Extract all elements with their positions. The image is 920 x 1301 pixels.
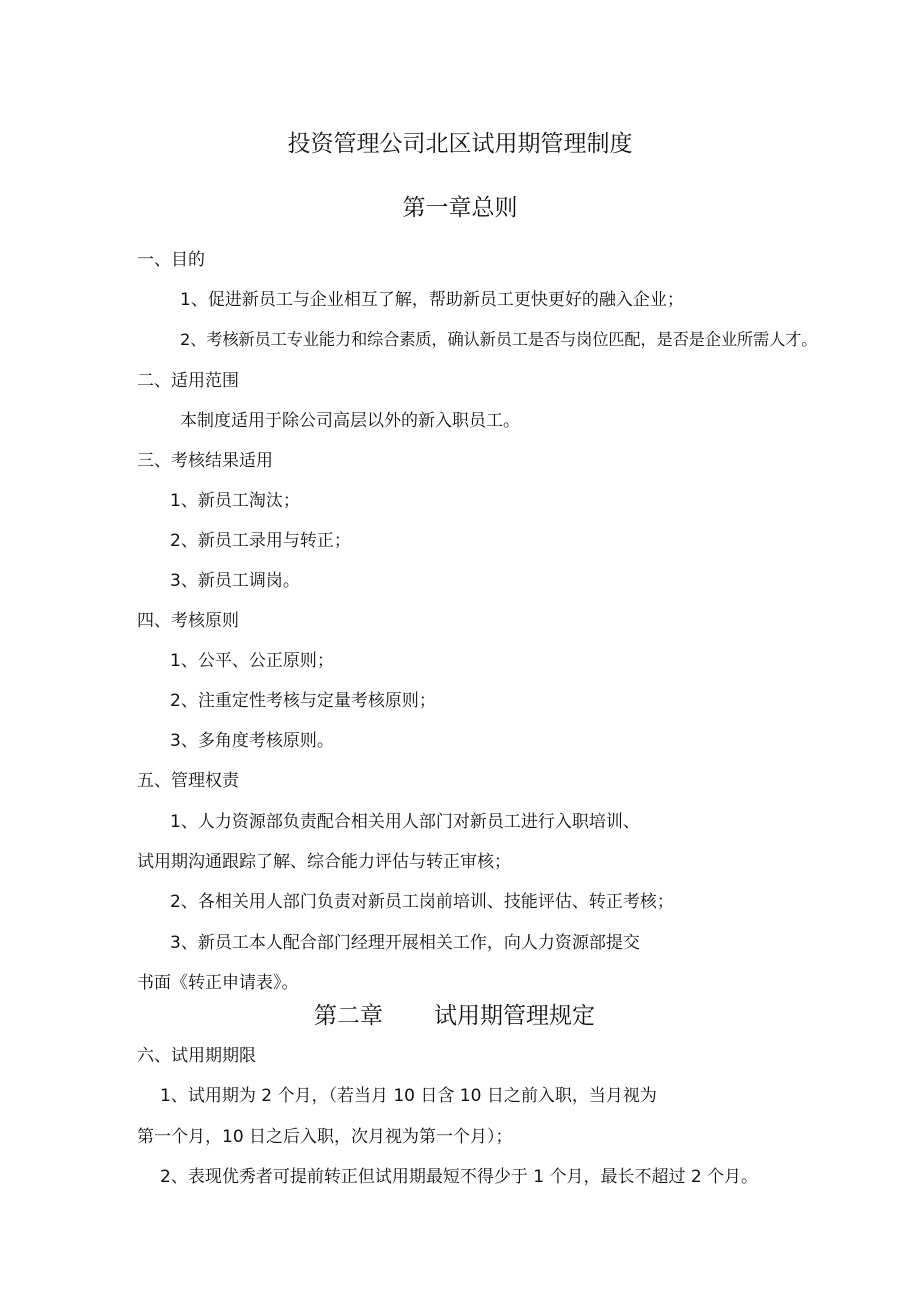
list-item: 3、新员工本人配合部门经理开展相关工作，向人力资源部提交 [170, 933, 640, 953]
section-heading: 三、考核结果适用 [137, 451, 273, 471]
section-heading: 一、目的 [137, 250, 205, 270]
list-item: 3、多角度考核原则。 [170, 731, 334, 751]
chapter-2-title: 试用期管理规定 [434, 1003, 595, 1029]
list-item: 1、试用期为 2 个月，（若当月 10 日含 10 日之前入职，当月视为 [160, 1086, 657, 1106]
paragraph-line: 本制度适用于除公司高层以外的新入职员工。 [180, 411, 520, 431]
paragraph-line: 1、促进新员工与企业相互了解，帮助新员工更快更好的融入企业； [180, 290, 684, 310]
list-item: 1、人力资源部负责配合相关用人部门对新员工进行入职培训、 [170, 812, 640, 832]
section-heading: 六、试用期期限 [137, 1046, 256, 1066]
paragraph-line: 第一个月，10 日之后入职，次月视为第一个月）； [137, 1127, 513, 1147]
list-item: 2、表现优秀者可提前转正但试用期最短不得少于 1 个月，最长不超过 2 个月。 [160, 1167, 759, 1187]
list-item: 1、新员工淘汰； [170, 491, 300, 511]
section-heading: 五、管理权责 [137, 771, 239, 791]
list-item: 3、新员工调岗。 [170, 571, 300, 591]
section-heading: 四、考核原则 [137, 611, 239, 631]
list-item: 1、公平、公正原则； [170, 651, 334, 671]
paragraph-line: 2、考核新员工专业能力和综合素质，确认新员工是否与岗位匹配，是否是企业所需人才。 [180, 330, 818, 349]
list-item: 2、注重定性考核与定量考核原则； [170, 691, 436, 711]
chapter-1-heading: 第一章总则 [402, 195, 518, 221]
list-item: 2、新员工录用与转正； [170, 531, 351, 551]
document-title: 投资管理公司北区试用期管理制度 [287, 131, 633, 157]
list-item: 2、各相关用人部门负责对新员工岗前培训、技能评估、转正考核； [170, 892, 674, 912]
section-heading: 二、适用范围 [137, 371, 239, 391]
paragraph-line: 试用期沟通跟踪了解、综合能力评估与转正审核； [137, 852, 511, 872]
chapter-2-number: 第二章 [314, 1003, 383, 1029]
paragraph-line: 书面《转正申请表》。 [137, 973, 299, 993]
